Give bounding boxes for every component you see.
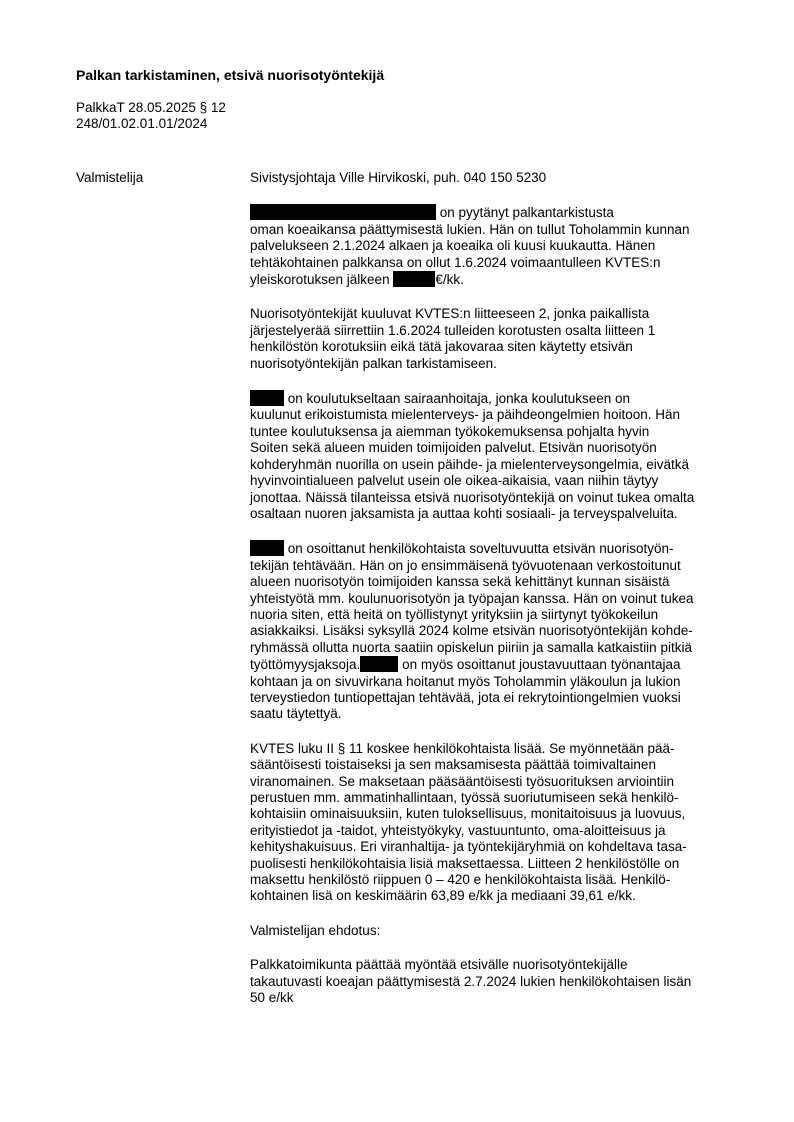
text-line: perustuen mm. ammatinhallintaan, työssä suoriutumiseen sekä henkilö- — [250, 790, 679, 805]
text-line: tehtäkohtainen palkkansa on ollut 1.6.2024 voimaantulleen KVTES:n — [250, 254, 661, 270]
paragraph-request — [250, 204, 734, 288]
text-line: jonottaa. Näissä tilanteissa etsivä nuorisotyöntekijä on voinut tukea omalta — [250, 489, 695, 505]
redaction-name — [360, 656, 398, 672]
paragraph-education — [250, 390, 734, 522]
meeting-reference: PalkkaT 28.05.2025 § 12 — [76, 100, 226, 115]
text-line: kohtainen lisä on keskimäärin 63,89 e/kk ja mediaani 39,61 e/kk. — [250, 888, 636, 904]
meta-block — [76, 100, 226, 132]
text-line: KVTES luku II § 11 koskee henkilökohtaista lisää. Se myönnetään pää- — [250, 740, 675, 756]
text-line: kehityshakuisuus. Eri viranhaltija- ja työntekijäryhmiä on kohdeltava tasa- — [250, 839, 687, 855]
redaction-name — [250, 204, 436, 220]
text-line: henkilöstön korotuksiin eikä tätä jakovaraa siten käytetty etsivän — [250, 339, 633, 355]
preparer-value: Sivistysjohtaja Ville Hirvikoski, puh. 040 150 5230 — [250, 170, 547, 185]
text-line: ryhmässä ollutta nuorta saatiin opiskelun piiriin ja samalla katkaistiin pitkiä — [250, 639, 692, 655]
text-line: hyvinvointialueen palvelut usein ole oikea-aikaisia, vaan niihin täytyy — [250, 473, 659, 489]
redaction-name — [250, 390, 284, 406]
text-line: tekijän tehtävään. Hän on jo ensimmäisenä työvuotenaan verkostoitunut — [250, 557, 681, 573]
text-line: kuulunut erikoistumista mielenterveys- ja päihdeongelmien hoitoon. Hän — [250, 407, 680, 423]
text-line: takautuvasti koeajan päättymisestä 2.7.2024 lukien henkilökohtaisen lisän — [250, 973, 692, 989]
text-line: kohderyhmän nuorilla on usein päihde- ja mielenterveysongelmia, eivätkä — [250, 456, 690, 472]
text-line: asiakkaiksi. Lisäksi syksyllä 2024 kolme etsivän nuorisotyöntekijän kohde- — [250, 623, 693, 639]
proposal-heading: Valmistelijan ehdotus: — [250, 922, 381, 938]
text-line: alueen nuorisotyön toimijoiden kanssa sekä kehittänyt kunnan sisäistä — [250, 574, 670, 590]
text-line: kohtaan ja on sivuvirkana hoitanut myös Toholammin yläkoulun ja lukion — [250, 673, 681, 689]
text-line: oman koeaikansa päättymisestä lukien. Hän on tullut Toholammin kunnan — [250, 221, 690, 237]
text-line: on osoittanut henkilökohtaista soveltuvuutta etsivän nuorisotyön- — [250, 540, 734, 557]
text-line: nuoria siten, että heitä on työllistynyt yrityksiin ja siirtynyt työkokeilun — [250, 606, 659, 622]
text-line: Palkkatoimikunta päättää myöntää etsivälle nuorisotyöntekijälle — [250, 957, 628, 973]
text-line: Soiten sekä alueen muiden toimijoiden palvelut. Etsivän nuorisotyön — [250, 440, 657, 456]
text-line: työttömyysjaksoja. on myös osoittanut joustavuuttaan työnantajaa — [250, 657, 681, 673]
paragraph-suitability — [250, 540, 734, 722]
text-line: sääntöisesti toistaiseksi ja sen maksamisesta päättää toimivaltainen — [250, 757, 656, 773]
text-line: yleiskorotuksen jälkeen €/kk. — [250, 272, 464, 288]
redaction-name — [250, 540, 284, 556]
text-line: osaltaan nuoren jaksamista ja auttaa kohti sosiaali- ja terveyspalveluita. — [250, 505, 678, 521]
text-line: terveystiedon tuntiopettajan tehtävää, jota ei rekrytointiongelmien vuoksi — [250, 689, 681, 705]
text-line: Nuorisotyöntekijät kuuluvat KVTES:n liitteeseen 2, jonka paikallista — [250, 306, 650, 322]
record-number: 248/01.02.01.01/2024 — [76, 116, 208, 131]
text-line: maksettu henkilöstö riippuen 0 – 420 e henkilökohtaista lisää. Henkilö- — [250, 872, 671, 888]
text-line: yhteistyötä mm. koulunuorisotyön ja työpajan kanssa. Hän on voinut tukea — [250, 590, 694, 606]
redaction-salary — [393, 271, 435, 287]
text-line: on koulutukseltaan sairaanhoitaja, jonka koulutukseen on — [250, 390, 734, 407]
paragraph-agreement — [250, 306, 734, 372]
text-line: puolisesti henkilökohtaisia lisiä maksettaessa. Liitteen 2 henkilöstölle on — [250, 855, 680, 871]
text-line: viranomainen. Se maksetaan pääsääntöisesti työsuorituksen arviointiin — [250, 773, 674, 789]
text-line: palvelukseen 2.1.2024 alkaen ja koeaika oli kuusi kuukautta. Hänen — [250, 238, 656, 254]
text-line: järjestelyerää siirrettiin 1.6.2024 tulleiden korotusten osalta liitteen 1 — [250, 322, 656, 338]
text-line: tuntee koulutuksensa ja aiemman työkokemuksensa pohjalta hyvin — [250, 423, 650, 439]
paragraph-kvtes — [250, 741, 734, 905]
text-line: 50 e/kk — [250, 990, 294, 1006]
text-line: saatu täytettyä. — [250, 706, 342, 722]
text-line: nuorisotyöntekijän palkan tarkistamiseen. — [250, 355, 497, 371]
document-body — [250, 170, 734, 1024]
text-line: erityistiedot ja -taidot, yhteistyökyky, vastuuntunto, oma-aloitteisuus ja — [250, 822, 666, 838]
paragraph-proposal — [250, 957, 734, 1006]
document-title: Palkan tarkistaminen, etsivä nuorisotyöntekijä — [76, 67, 385, 83]
text-line: on pyytänyt palkantarkistusta — [250, 204, 734, 221]
text-line: kohtaisiin ominaisuuksiin, kuten tuloksellisuus, monitaitoisuus ja luovuus, — [250, 806, 686, 822]
preparer-label: Valmistelija — [76, 170, 144, 185]
